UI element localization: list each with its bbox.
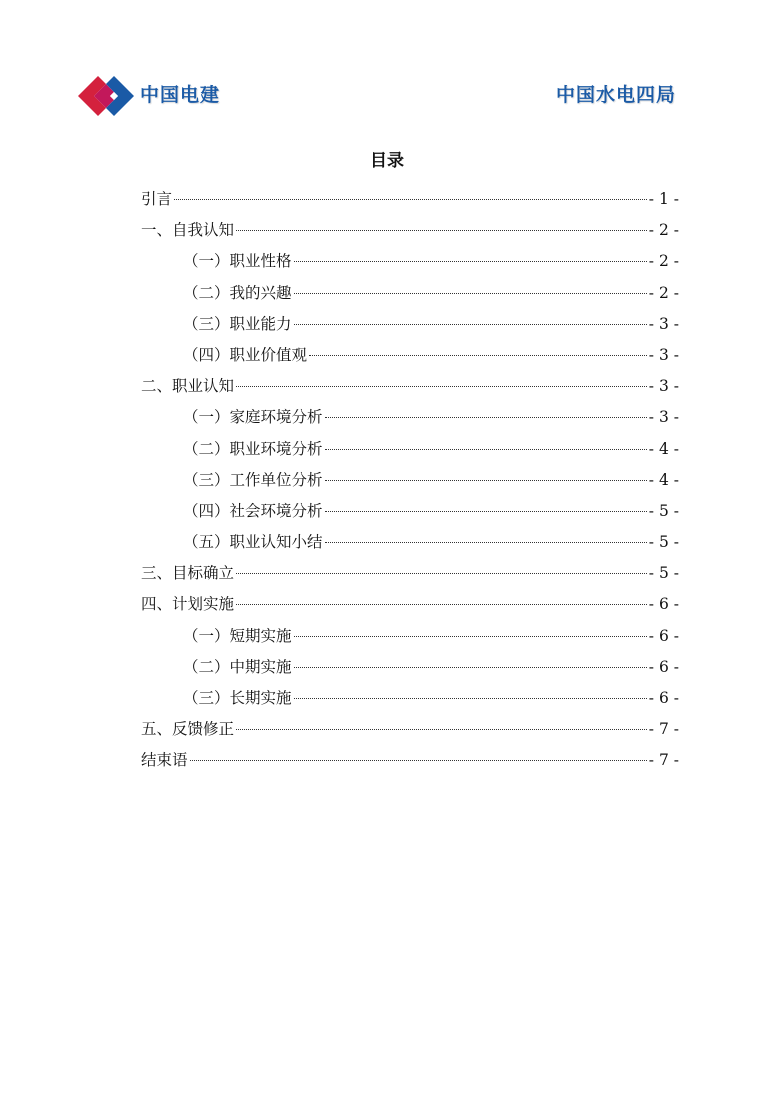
toc-entry[interactable]: [141, 589, 679, 620]
toc-entry-page: - 3 -: [648, 314, 679, 333]
toc-entry[interactable]: [141, 745, 679, 776]
toc-leader-dots: [190, 760, 647, 761]
toc-entry[interactable]: [141, 215, 679, 246]
toc-entry-label: 结束语: [141, 751, 188, 770]
toc-entry-page: - 6 -: [648, 595, 679, 614]
toc-leader-dots: [294, 324, 647, 325]
toc-entry[interactable]: [141, 309, 679, 340]
toc-entry-label: （三）长期实施: [183, 689, 292, 707]
toc-entry[interactable]: [141, 652, 679, 683]
toc-entry-label: 一、自我认知: [141, 221, 235, 240]
toc-leader-dots: [325, 480, 647, 481]
toc-leader-dots: [236, 230, 647, 231]
toc-leader-dots: [236, 573, 647, 574]
toc-entry-label: （一）家庭环境分析: [183, 408, 323, 427]
toc-entry[interactable]: [141, 714, 679, 745]
toc-entry[interactable]: [141, 246, 679, 277]
toc-leader-dots: [325, 449, 647, 450]
toc-entry-page: - 6 -: [648, 626, 679, 645]
table-of-contents: [141, 184, 679, 777]
toc-entry-page: - 2 -: [648, 221, 679, 240]
toc-entry-page: - 3 -: [648, 345, 679, 364]
toc-entry-label: （二）职业环境分析: [183, 439, 323, 458]
toc-leader-dots: [236, 729, 647, 730]
toc-entry-label: 五、反馈修正: [141, 720, 235, 739]
toc-entry[interactable]: [141, 496, 679, 527]
toc-leader-dots: [309, 355, 647, 356]
toc-leader-dots: [174, 199, 647, 200]
toc-entry[interactable]: [141, 340, 679, 371]
toc-entry-page: - 5 -: [648, 501, 679, 520]
toc-entry[interactable]: [141, 278, 679, 309]
toc-entry-page: - 3 -: [648, 377, 679, 396]
toc-entry-label: （二）中期实施: [183, 657, 292, 676]
toc-entry-page: - 4 -: [648, 470, 679, 489]
toc-entry-page: - 5 -: [648, 564, 679, 583]
toc-entry-page: - 7 -: [648, 751, 679, 770]
brand-right: 中国水电四局: [555, 84, 676, 106]
toc-entry-label: （二）我的兴趣: [183, 283, 292, 302]
toc-entry-page: - 6 -: [648, 657, 679, 676]
toc-entry-label: （三）职业能力: [183, 314, 292, 333]
toc-entry-label: 三、目标确立: [141, 564, 235, 583]
toc-leader-dots: [294, 261, 647, 262]
toc-leader-dots: [294, 293, 647, 294]
toc-entry-label: （一）短期实施: [183, 626, 292, 645]
toc-entry[interactable]: [141, 621, 679, 652]
toc-leader-dots: [236, 386, 647, 387]
toc-entry[interactable]: [141, 558, 679, 589]
toc-leader-dots: [294, 698, 647, 699]
toc-entry-page: - 2 -: [648, 283, 679, 302]
toc-entry-label: （三）工作单位分析: [183, 470, 323, 489]
toc-entry[interactable]: [141, 184, 679, 215]
toc-leader-dots: [294, 636, 647, 637]
toc-leader-dots: [325, 542, 647, 543]
toc-entry-label: 引言: [141, 190, 173, 208]
toc-entry[interactable]: [141, 683, 679, 714]
toc-entry-page: - 6 -: [648, 689, 679, 707]
toc-entry-page: - 2 -: [648, 252, 679, 271]
powerchina-logo-icon: [76, 72, 136, 120]
toc-entry[interactable]: [141, 527, 679, 558]
toc-leader-dots: [294, 667, 647, 668]
toc-entry-label: （一）职业性格: [183, 252, 292, 271]
toc-entry[interactable]: [141, 465, 679, 496]
toc-leader-dots: [236, 604, 647, 605]
toc-entry-label: 四、计划实施: [141, 595, 235, 614]
toc-title: 目录: [370, 151, 404, 171]
brand-left: 中国电建: [140, 84, 221, 106]
toc-entry[interactable]: [141, 371, 679, 402]
toc-entry-page: - 3 -: [648, 408, 679, 427]
toc-entry-label: （五）职业认知小结: [183, 533, 323, 552]
toc-leader-dots: [325, 417, 647, 418]
toc-entry[interactable]: [141, 402, 679, 433]
toc-entry-page: - 4 -: [648, 439, 679, 458]
toc-entry-page: - 7 -: [648, 720, 679, 739]
toc-entry-label: （四）职业价值观: [183, 345, 308, 364]
toc-leader-dots: [325, 511, 647, 512]
toc-entry-label: 二、职业认知: [141, 377, 235, 396]
page-header: [0, 0, 774, 130]
toc-entry[interactable]: [141, 434, 679, 465]
toc-entry-label: （四）社会环境分析: [183, 501, 323, 520]
toc-entry-page: - 5 -: [648, 533, 679, 552]
toc-entry-page: - 1 -: [648, 190, 679, 208]
